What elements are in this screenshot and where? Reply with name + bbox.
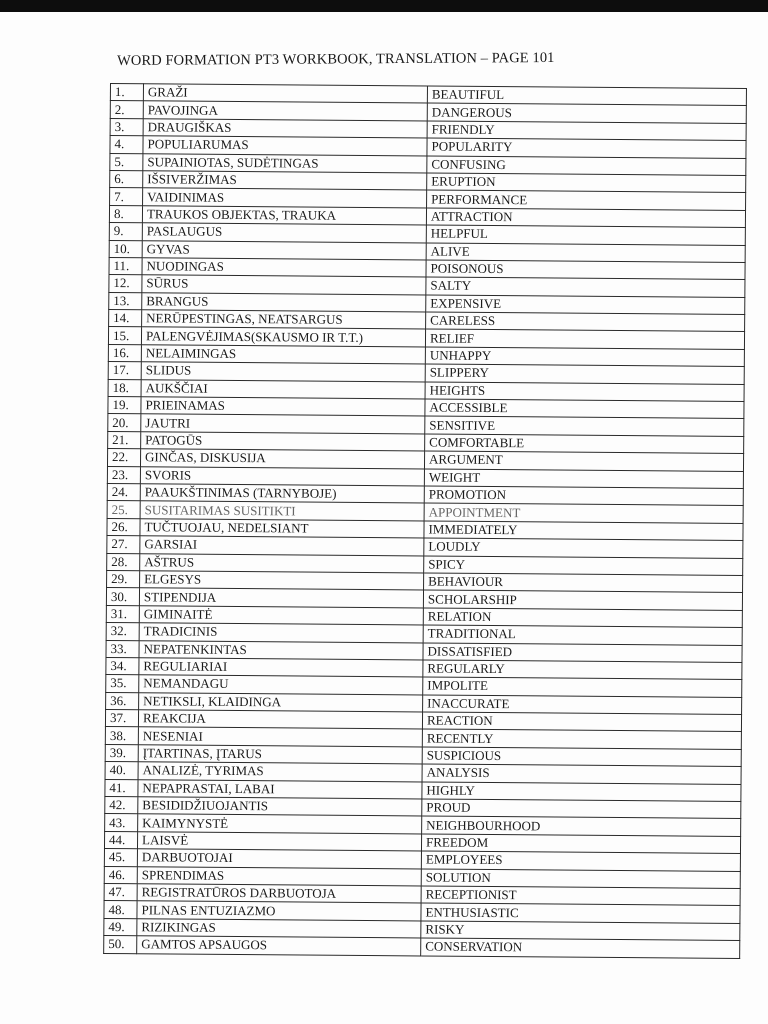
english-term: SENSITIVE [425,416,744,436]
lithuanian-term: PASLAUGUS [142,223,426,243]
row-number: 4. [110,136,143,154]
table-row [104,936,740,958]
lithuanian-term: GAMTOS APSAUGOS [137,936,421,956]
lithuanian-term: NEPAPRASTAI, LABAI [138,779,422,799]
english-term: REGULARLY [423,660,742,680]
lithuanian-term: LAISVĖ [137,832,421,852]
translation-table-wrapper [103,83,747,959]
lithuanian-term: NETIKSLI, KLAIDINGA [139,692,423,712]
row-number: 15. [108,327,141,345]
row-number: 3. [110,118,143,136]
lithuanian-term: NEMANDAGU [139,675,423,695]
row-number: 13. [109,292,142,310]
english-term: IMMEDIATELY [424,521,743,541]
english-term: APPOINTMENT [424,503,743,523]
english-term: DISSATISFIED [423,642,742,662]
lithuanian-term: PATOGŪS [141,432,425,452]
row-number: 26. [107,518,140,536]
row-number: 19. [108,397,141,415]
lithuanian-term: BRANGUS [142,292,426,312]
row-number: 7. [110,188,143,206]
lithuanian-term: RIZIKINGAS [137,918,421,938]
row-number: 39. [105,744,138,762]
english-term: COMFORTABLE [425,434,744,454]
english-term: SUSPICIOUS [422,747,741,767]
row-number: 37. [105,710,138,728]
english-term: CONFUSING [427,156,746,176]
lithuanian-term: TRAUKOS OBJEKTAS, TRAUKA [142,205,426,225]
row-number: 36. [106,692,139,710]
english-term: ACCESSIBLE [425,399,744,419]
english-term: HIGHLY [422,782,741,802]
row-number: 11. [109,257,142,275]
lithuanian-term: KAIMYNYSTĖ [138,814,422,834]
english-term: RECENTLY [422,729,741,749]
scan-top-edge [0,0,768,12]
row-number: 25. [107,501,140,519]
english-term: FREEDOM [421,834,740,854]
lithuanian-term: DARBUOTOJAI [137,849,421,869]
english-term: SLIPPERY [425,364,744,384]
english-term: ALIVE [426,243,745,263]
row-number: 47. [104,883,137,901]
lithuanian-term: GINČAS, DISKUSIJA [140,449,424,469]
lithuanian-term: PAVOJINGA [143,101,427,121]
lithuanian-term: ELGESYS [140,571,424,591]
row-number: 6. [110,170,143,188]
lithuanian-term: PAAUKŠTINIMAS (TARNYBOJE) [140,484,424,504]
english-term: HEIGHTS [425,382,744,402]
english-term: FRIENDLY [427,121,746,141]
english-term: SPICY [424,556,743,576]
english-term: NEIGHBOURHOOD [422,816,741,836]
row-number: 44. [104,831,137,849]
english-term: IMPOLITE [423,677,742,697]
english-term: DANGEROUS [427,103,746,123]
english-term: RISKY [421,921,740,941]
english-term: CARELESS [426,312,745,332]
english-term: ARGUMENT [424,451,743,471]
english-term: HELPFUL [426,225,745,245]
english-term: ATTRACTION [426,208,745,228]
english-term: REACTION [422,712,741,732]
english-term: ANALYSIS [422,764,741,784]
row-number: 14. [109,310,142,328]
english-term: CONSERVATION [421,938,740,958]
english-term: BEAUTIFUL [427,86,746,106]
english-term: RELIEF [425,329,744,349]
lithuanian-term: TUČTUOJAU, NEDELSIANT [140,519,424,539]
english-term: PERFORMANCE [427,190,746,210]
english-term: POPULARITY [427,138,746,158]
english-term: UNHAPPY [425,347,744,367]
lithuanian-term: GRAŽI [143,84,427,104]
english-term: ENTHUSIASTIC [421,903,740,923]
lithuanian-term: SPRENDIMAS [137,866,421,886]
row-number: 18. [108,379,141,397]
lithuanian-term: GARSIAI [140,536,424,556]
row-number: 48. [104,901,137,919]
row-number: 34. [106,657,139,675]
lithuanian-term: NELAIMINGAS [141,345,425,365]
english-term: RECEPTIONIST [421,886,740,906]
row-number: 22. [107,449,140,467]
lithuanian-term: REGISTRATŪROS DARBUOTOJA [137,884,421,904]
english-term: SCHOLARSHIP [423,590,742,610]
english-term: ERUPTION [427,173,746,193]
lithuanian-term: REGULIARIAI [139,658,423,678]
english-term: TRADITIONAL [423,625,742,645]
row-number: 40. [105,762,138,780]
english-term: BEHAVIOUR [424,573,743,593]
row-number: 5. [110,153,143,171]
row-number: 41. [105,779,138,797]
english-term: SALTY [426,277,745,297]
lithuanian-term: SUPAINIOTAS, SUDĖTINGAS [143,153,427,173]
row-number: 49. [104,918,137,936]
lithuanian-term: NEPATENKINTAS [139,640,423,660]
english-term: RELATION [423,608,742,628]
lithuanian-term: POPULIARUMAS [143,136,427,156]
row-number: 12. [109,275,142,293]
lithuanian-term: GIMINAITĖ [139,605,423,625]
row-number: 24. [107,483,140,501]
lithuanian-term: SŪRUS [142,275,426,295]
lithuanian-term: SLIDUS [141,362,425,382]
row-number: 23. [107,466,140,484]
english-term: INACCURATE [423,695,742,715]
english-term: PROMOTION [424,486,743,506]
english-term: WEIGHT [424,469,743,489]
row-number: 1. [110,84,143,102]
row-number: 30. [106,588,139,606]
row-number: 29. [107,570,140,588]
english-term: PROUD [422,799,741,819]
row-number: 35. [106,675,139,693]
row-number: 8. [109,205,142,223]
translation-table [103,83,747,959]
lithuanian-term: NESENIAI [138,727,422,747]
lithuanian-term: TRADICINIS [139,623,423,643]
row-number: 31. [106,605,139,623]
lithuanian-term: DRAUGIŠKAS [143,119,427,139]
english-term: EMPLOYEES [421,851,740,871]
lithuanian-term: VAIDINIMAS [143,188,427,208]
lithuanian-term: PRIEINAMAS [141,397,425,417]
lithuanian-term: STIPENDIJA [139,588,423,608]
row-number: 17. [108,362,141,380]
lithuanian-term: NUODINGAS [142,258,426,278]
lithuanian-term: REAKCIJA [138,710,422,730]
row-number: 9. [109,223,142,241]
row-number: 2. [110,101,143,119]
row-number: 28. [107,553,140,571]
row-number: 43. [105,814,138,832]
lithuanian-term: SVORIS [140,466,424,486]
row-number: 42. [105,796,138,814]
english-term: POISONOUS [426,260,745,280]
lithuanian-term: PILNAS ENTUZIAZMO [137,901,421,921]
lithuanian-term: IŠSIVERŽIMAS [143,171,427,191]
translation-table-body [104,84,747,958]
english-term: LOUDLY [424,538,743,558]
lithuanian-term: GYVAS [142,240,426,260]
row-number: 20. [108,414,141,432]
row-number: 16. [108,344,141,362]
lithuanian-term: ANALIZĖ, TYRIMAS [138,762,422,782]
lithuanian-term: NERŪPESTINGAS, NEATSARGUS [142,310,426,330]
row-number: 50. [104,936,137,954]
lithuanian-term: AŠTRUS [140,553,424,573]
english-term: SOLUTION [421,869,740,889]
page-title: WORD FORMATION PT3 WORKBOOK, TRANSLATION – PAGE 101 [117,49,555,69]
row-number: 46. [104,866,137,884]
lithuanian-term: BESIDIDŽIUOJANTIS [138,797,422,817]
lithuanian-term: ĮTARTINAS, ĮTARUS [138,745,422,765]
lithuanian-term: JAUTRI [141,414,425,434]
row-number: 45. [104,849,137,867]
lithuanian-term: AUKŠČIAI [141,379,425,399]
row-number: 21. [108,431,141,449]
row-number: 38. [105,727,138,745]
row-number: 10. [109,240,142,258]
row-number: 27. [107,536,140,554]
row-number: 32. [106,623,139,641]
lithuanian-term: PALENGVĖJIMAS(SKAUSMO IR T.T.) [141,327,425,347]
row-number: 33. [106,640,139,658]
english-term: EXPENSIVE [426,295,745,315]
lithuanian-term: SUSITARIMAS SUSITIKTI [140,501,424,521]
